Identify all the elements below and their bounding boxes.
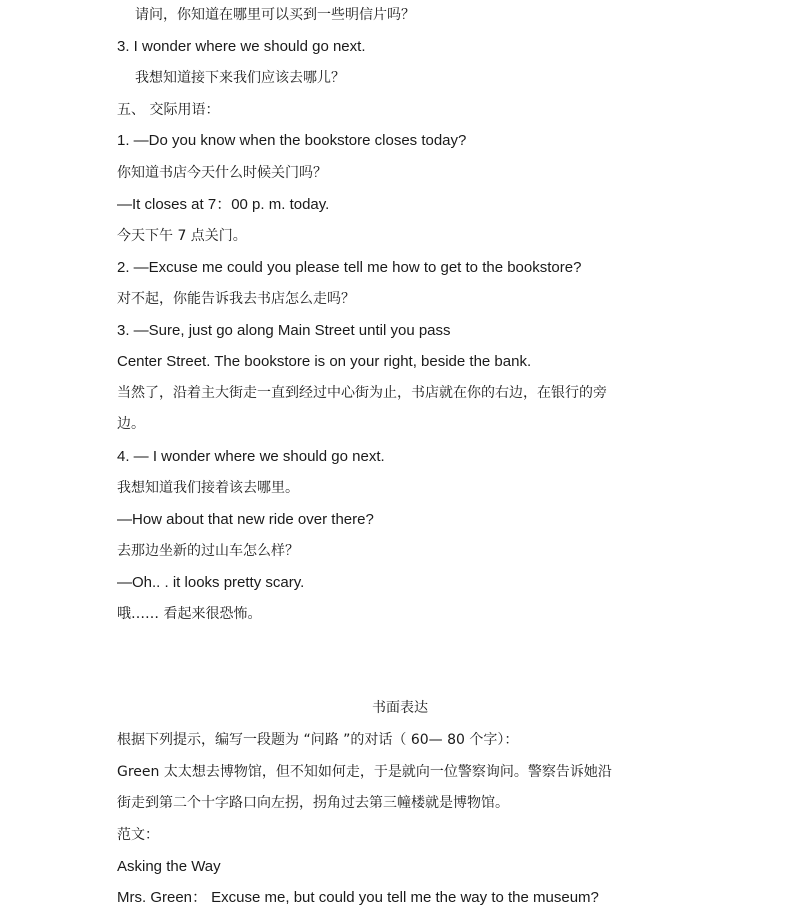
- dialogue-line-3-a-part2: Center Street. The bookstore is on your right, beside the bank.: [117, 353, 532, 370]
- dialogue-line-1-a: —It closes at 7：00 p. m. today.: [117, 196, 330, 213]
- writing-task-line2: 街走到第二个十字路口向左拐，拐角过去第三幢楼就是博物馆。: [117, 795, 509, 811]
- dialogue-line-4-reply: —Oh.. . it looks pretty scary.: [117, 574, 305, 591]
- dialogue-line-3-a-part1: 3. —Sure, just go along Main Street until you pass: [117, 322, 451, 339]
- sample-label: 范文：: [117, 827, 159, 843]
- dialogue-line-1-q: 1. —Do you know when the bookstore closes today?: [117, 132, 467, 149]
- dialogue-line-4-q: 4. — I wonder where we should go next.: [117, 448, 385, 465]
- dialogue-line-4-q-zh: 我想知道我们接着该去哪里。: [117, 480, 299, 496]
- dialogue-line-4-a: —How about that new ride over there?: [117, 511, 374, 528]
- sample-title: Asking the Way: [117, 858, 221, 875]
- dialogue-line-3-zh-part1: 当然了，沿着主大街走一直到经过中心街为止，书店就在你的右边，在银行的旁: [117, 385, 607, 401]
- section-heading-5: 五、 交际用语：: [117, 102, 220, 118]
- sample-line1: Mrs. Green： Excuse me, but could you tell me the way to the museum?: [117, 889, 599, 906]
- writing-task-line1: Green 太太想去博物馆，但不知如何走，于是就向一位警察询问。警察告诉她沿: [117, 764, 612, 780]
- dialogue-line-1-a-zh: 今天下午 7 点关门。: [117, 228, 247, 244]
- dialogue-line-4-a-zh: 去那边坐新的过山车怎么样？: [117, 543, 299, 559]
- dialogue-line-2-q: 2. —Excuse me could you please tell me how to get to the bookstore?: [117, 259, 582, 276]
- dialogue-line-1-q-zh: 你知道书店今天什么时候关门吗？: [117, 165, 327, 181]
- dialogue-line-2-q-zh: 对不起，你能告诉我去书店怎么走吗？: [117, 291, 355, 307]
- dialogue-line-3-zh-part2: 边。: [117, 416, 145, 432]
- text-line-3-english: 3. I wonder where we should go next.: [117, 38, 366, 55]
- writing-title: 书面表达: [372, 700, 428, 716]
- text-line-postcards-question: 请问，你知道在哪里可以买到一些明信片吗？: [135, 7, 415, 23]
- dialogue-line-4-reply-zh: 哦…… 看起来很恐怖。: [117, 606, 262, 622]
- text-line-3-chinese: 我想知道接下来我们应该去哪儿？: [135, 70, 345, 86]
- writing-prompt: 根据下列提示，编写一段题为 “问路 ”的对话（ 60— 80 个字）：: [117, 732, 519, 748]
